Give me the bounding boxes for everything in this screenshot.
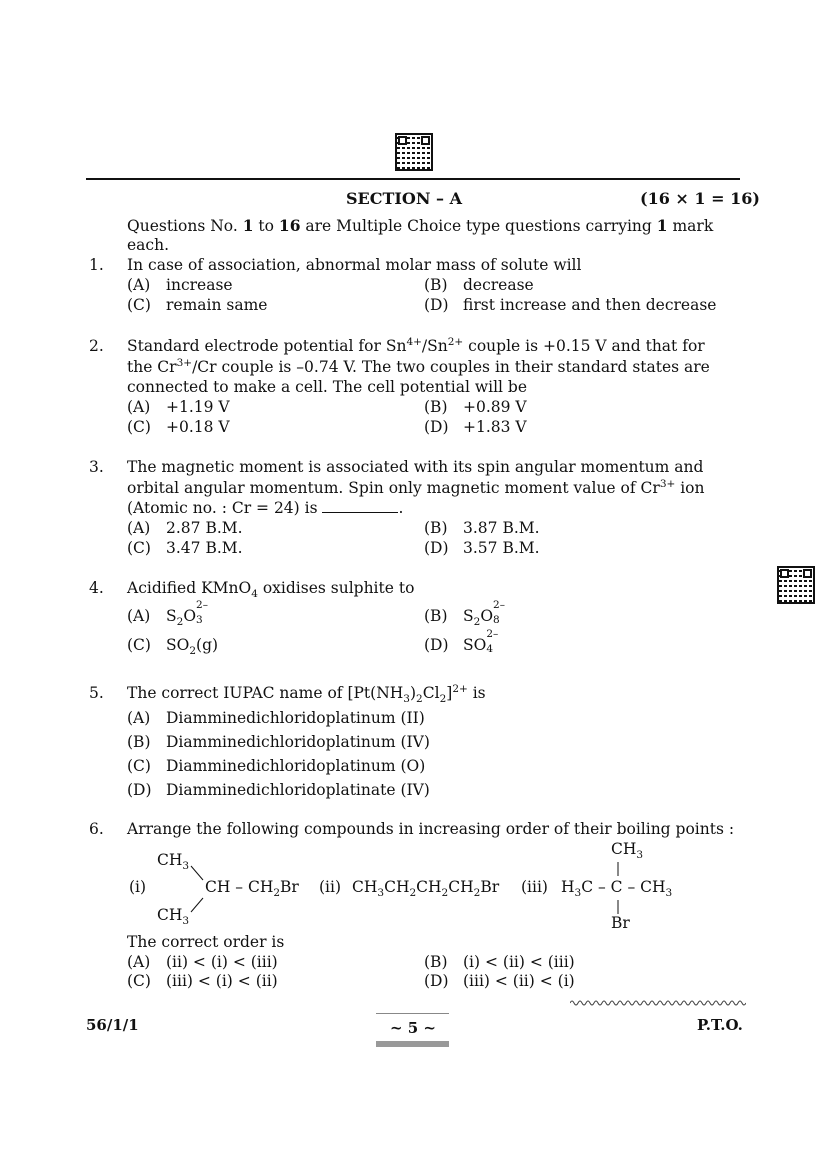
question-text: Arrange the following compounds in increasing order of their boiling points :: [127, 820, 735, 838]
question-text-line-1: The magnetic moment is associated with its spin angular momentum and: [127, 458, 704, 476]
header-rule: [86, 178, 740, 180]
option-d: (D) Diamminedichloridoplatinate (IV): [127, 781, 430, 799]
option-d: (D) SO 2– 4: [424, 628, 499, 655]
option-a: (A) (ii) < (i) < (iii): [127, 953, 278, 971]
question-text-line-1: Standard electrode potential for $Sn^{4+}/Sn^{2+}$ couple is +0.15 V and that for: [127, 335, 705, 355]
option-d: (D) +1.83 V: [424, 418, 527, 436]
option-a: (A) Diamminedichloridoplatinum (II): [127, 709, 425, 727]
option-b: (B) Diamminedichloridoplatinum (IV): [127, 733, 430, 751]
page-number: ~ 5 ~: [389, 1019, 437, 1037]
structure-i-main-chain: CH – $CH_2Br$: [205, 878, 299, 900]
structure-iii-main-chain: $H_3C$ – C – $CH_3$: [561, 878, 673, 900]
structure-i-label: (i): [129, 878, 147, 896]
section-title: SECTION – A: [346, 189, 462, 208]
option-b: (B) +0.89 V: [424, 398, 527, 416]
question-text-line-2: orbital angular momentum. Spin only magnetic moment value of $Cr^{3+}$ ion: [127, 477, 705, 497]
paper-code: 56/1/1: [86, 1016, 139, 1034]
question-text: In case of association, abnormal molar mass of solute will: [127, 256, 582, 274]
question-text-line-2: the $Cr^{3+}/Cr$ couple is –0.74 V. The two couples in their standard states are: [127, 356, 710, 376]
option-a: (A) 2.87 B.M.: [127, 519, 243, 537]
answer-blank: [322, 500, 398, 513]
structure-i-ch3-bottom: $CH_3$: [157, 906, 190, 928]
question-number: 5.: [89, 684, 104, 702]
option-b: (B) $S_2O$ 2– 8: [424, 599, 505, 629]
option-a: (A) increase: [127, 276, 233, 294]
option-c: (C) +0.18 V: [127, 418, 230, 436]
question-text-line-3: (Atomic no. : Cr = 24) is .: [127, 499, 404, 517]
page-number-rule: [376, 1013, 449, 1014]
page-number-bar: [376, 1041, 449, 1047]
option-a: (A) +1.19 V: [127, 398, 230, 416]
option-b: (B) decrease: [424, 276, 534, 294]
question-number: 6.: [89, 820, 104, 838]
option-c: (C) $SO_2(g)$: [127, 636, 219, 658]
section-marks: (16 × 1 = 16): [640, 189, 760, 208]
option-b: (B) (i) < (ii) < (iii): [424, 953, 575, 971]
option-d: (D) first increase and then decrease: [424, 296, 717, 314]
option-d: (D) (iii) < (ii) < (i): [424, 972, 575, 990]
order-text: The correct order is: [127, 933, 285, 951]
structure-ii-formula: $CH_3CH_2CH_2CH_2Br$: [352, 878, 500, 900]
question-number: 3.: [89, 458, 104, 476]
option-c: (C) (iii) < (i) < (ii): [127, 972, 278, 990]
instruction-line-2: each.: [127, 236, 170, 254]
structure-iii-bonds: [613, 860, 623, 918]
question-number: 2.: [89, 337, 104, 355]
option-c: (C) remain same: [127, 296, 268, 314]
pto-label: P.T.O.: [697, 1016, 743, 1034]
option-c: (C) Diamminedichloridoplatinum (O): [127, 757, 426, 775]
question-text: The correct IUPAC name of $[Pt(NH_3)_2Cl_2]^{2+}$ is: [127, 682, 486, 706]
question-number: 1.: [89, 256, 104, 274]
option-d: (D) 3.57 B.M.: [424, 539, 540, 557]
qr-code-top: [395, 133, 433, 171]
structure-iii-br-bottom: Br: [611, 914, 630, 932]
question-text: Acidified KMnO$_4$ oxidises sulphite to: [127, 579, 415, 601]
option-a: (A) $S_2O$ 2– 3: [127, 599, 208, 629]
structure-iii-label: (iii): [521, 878, 548, 896]
structure-i-ch3-top: $CH_3$: [157, 851, 190, 873]
structure-iii-ch3-top: $CH_3$: [611, 840, 644, 862]
option-b: (B) 3.87 B.M.: [424, 519, 540, 537]
question-number: 4.: [89, 579, 104, 597]
qr-code-side: [777, 566, 815, 604]
option-c: (C) 3.47 B.M.: [127, 539, 243, 557]
question-text-line-3: connected to make a cell. The cell potential will be: [127, 378, 528, 396]
instruction-line-1: Questions No. 1 to 16 are Multiple Choice type questions carrying 1 mark: [127, 216, 714, 235]
structure-ii-label: (ii): [319, 878, 342, 896]
decorative-wavy-line: [570, 997, 746, 1009]
